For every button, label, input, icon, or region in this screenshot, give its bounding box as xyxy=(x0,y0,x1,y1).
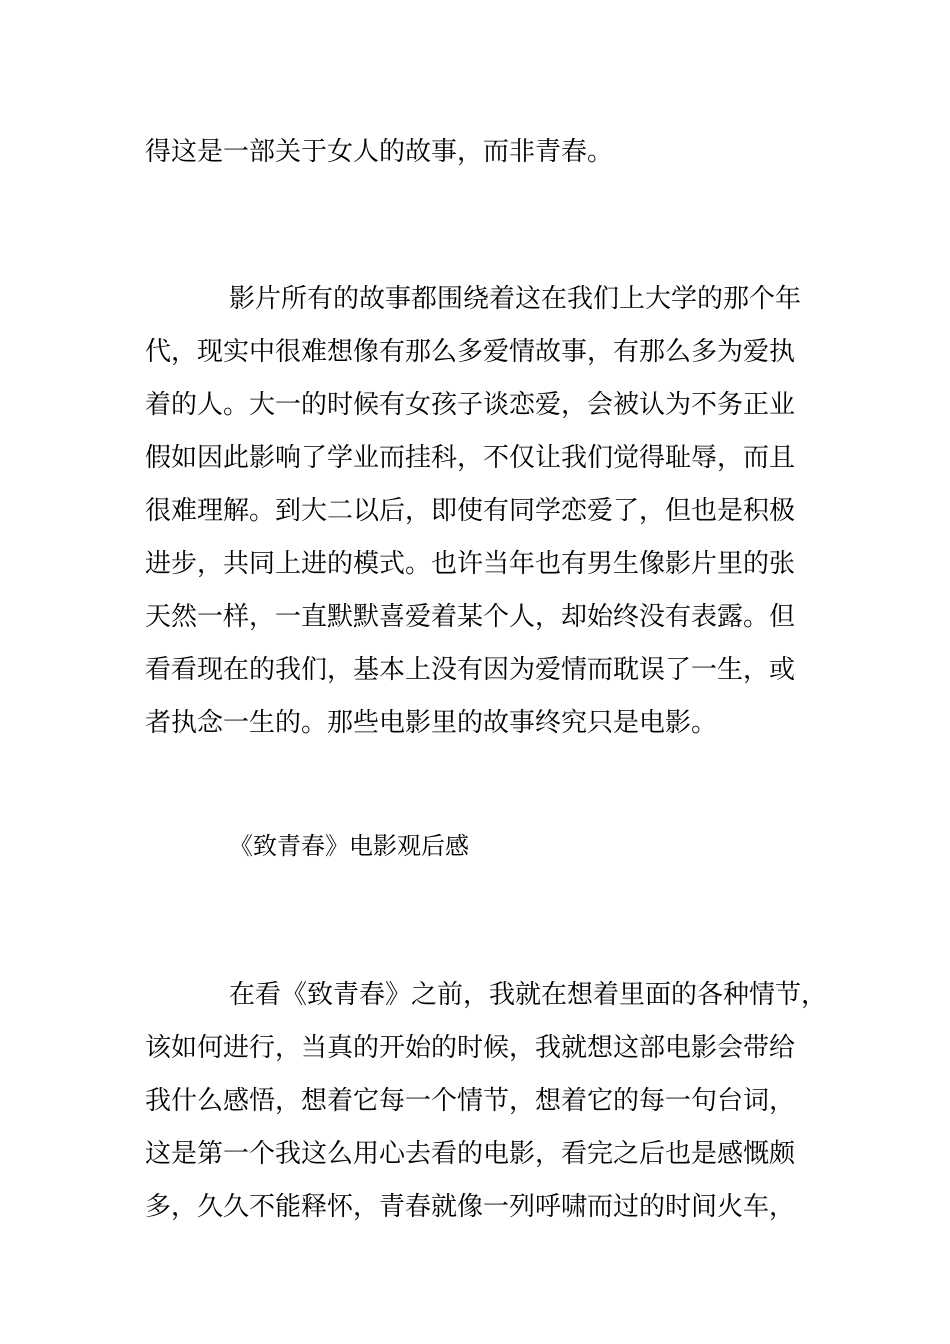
paragraph-3-line-5: 多，久久不能释怀，青春就像一列呼啸而过的时间火车， xyxy=(145,1192,796,1222)
paragraph-2-line-4: 假如因此影响了学业而挂科，不仅让我们觉得耻辱，而且 xyxy=(145,443,796,473)
paragraph-2-line-1: 影片所有的故事都围绕着这在我们上大学的那个年 xyxy=(229,284,802,314)
paragraph-2-line-2: 代，现实中很难想像有那么多爱情故事，有那么多为爱执 xyxy=(145,337,796,367)
paragraph-3-line-3: 我什么感悟，想着它每一个情节，想着它的每一句台词， xyxy=(145,1086,796,1116)
paragraph-3-line-4: 这是第一个我这么用心去看的电影，看完之后也是感慨颇 xyxy=(145,1139,796,1169)
paragraph-2-line-8: 看看现在的我们，基本上没有因为爱情而耽误了一生，或 xyxy=(145,655,796,685)
section-heading: 《致青春》电影观后感 xyxy=(229,832,469,860)
paragraph-2-line-5: 很难理解。到大二以后，即使有同学恋爱了，但也是积极 xyxy=(145,496,796,526)
paragraph-1-line-1: 得这是一部关于女人的故事，而非青春。 xyxy=(145,137,614,167)
paragraph-3-line-2: 该如何进行，当真的开始的时候，我就想这部电影会带给 xyxy=(145,1033,796,1063)
paragraph-2-line-7: 天然一样，一直默默喜爱着某个人，却始终没有表露。但 xyxy=(145,602,796,632)
paragraph-2-line-6: 进步，共同上进的模式。也许当年也有男生像影片里的张 xyxy=(145,549,796,579)
paragraph-2-line-3: 着的人。大一的时候有女孩子谈恋爱，会被认为不务正业 xyxy=(145,390,796,420)
paragraph-3-line-1: 在看《致青春》之前，我就在想着里面的各种情节， xyxy=(229,980,828,1010)
paragraph-2-line-9: 者执念一生的。那些电影里的故事终究只是电影。 xyxy=(145,708,718,738)
